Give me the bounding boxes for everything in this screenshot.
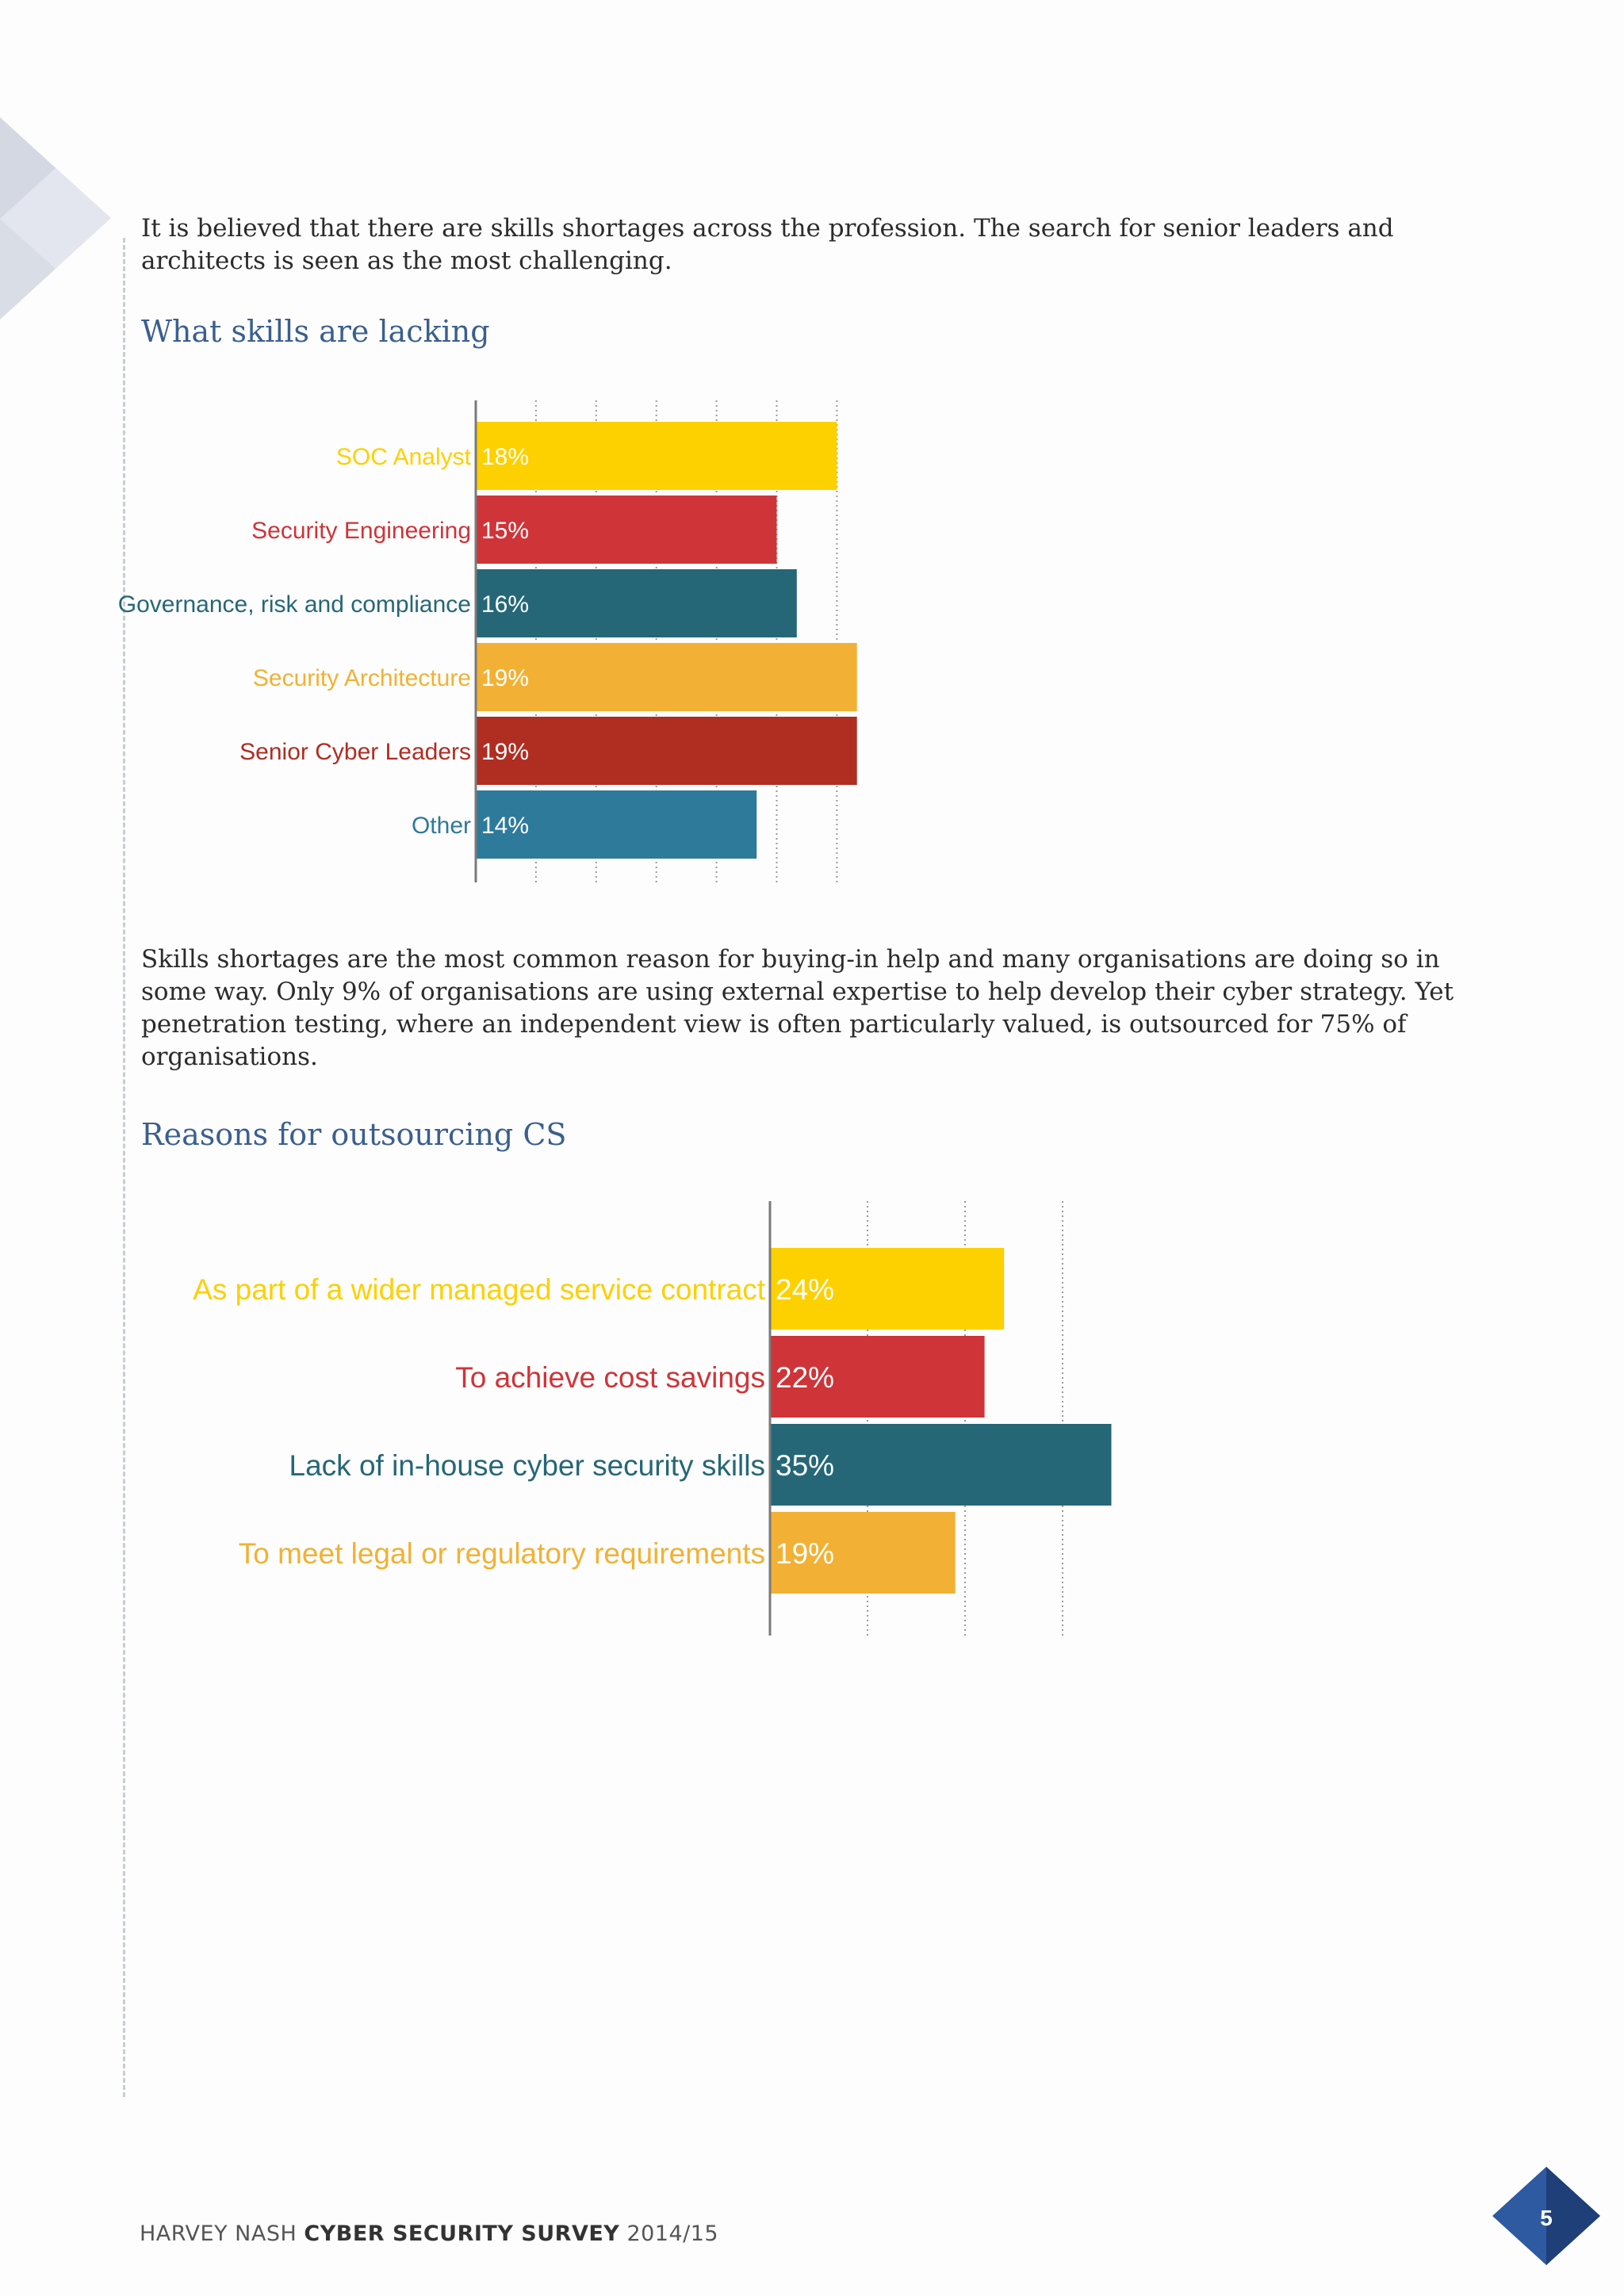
chart-title-skills: What skills are lacking [141, 314, 490, 349]
skills-category-label-1: Security Engineering [251, 517, 471, 544]
outsourcing-category-label-0: As part of a wider managed service contract [193, 1272, 765, 1306]
footer [140, 2221, 718, 2246]
skills-category-label-2: Governance, risk and compliance [117, 591, 471, 618]
outsourcing-category-label-1: To achieve cost savings [455, 1360, 765, 1394]
skills-category-label-5: Other [411, 812, 471, 839]
outsourcing-value-label-3: 19% [776, 1536, 835, 1570]
skills-value-label-2: 16% [481, 591, 530, 618]
outsourcing-value-label-1: 22% [776, 1360, 835, 1394]
footer-brand: HARVEY NASH [140, 2221, 297, 2246]
outsourcing-value-label-2: 35% [776, 1448, 835, 1482]
chart-title-outsourcing: Reasons for outsourcing CS [141, 1117, 567, 1152]
skills-category-label-4: Senior Cyber Leaders [239, 738, 471, 765]
footer-title: CYBER SECURITY SURVEY [304, 2221, 620, 2246]
skills-value-label-4: 19% [481, 738, 530, 765]
footer-year: 2014/15 [626, 2221, 719, 2246]
page-number: 5 [1540, 2206, 1553, 2230]
skills-value-label-3: 19% [481, 664, 530, 691]
skills-category-label-0: SOC Analyst [335, 443, 471, 470]
middle-paragraph: Skills shortages are the most common reason for buying-in help and many organisations are doing so in some way. Only 9% of organisations are using external expertise to help develop their cyber strategy. Yet penetration testing, where an independent view is often particularly valued, is outsourced for 75% of organisations. [141, 945, 1454, 1071]
outsourcing-category-label-2: Lack of in-house cyber security skills [289, 1448, 765, 1482]
page-number-badge [1492, 2167, 1600, 2265]
intro-paragraph: It is believed that there are skills shortages across the profession. The search for senior leaders and architects is seen as the most challenging. [141, 214, 1394, 275]
outsourcing-category-label-3: To meet legal or regulatory requirements [238, 1536, 765, 1570]
skills-value-label-1: 15% [481, 517, 530, 544]
skills-category-label-3: Security Architecture [252, 664, 471, 691]
skills-value-label-0: 18% [481, 443, 530, 470]
skills-value-label-5: 14% [481, 812, 530, 839]
outsourcing-value-label-0: 24% [776, 1272, 835, 1306]
